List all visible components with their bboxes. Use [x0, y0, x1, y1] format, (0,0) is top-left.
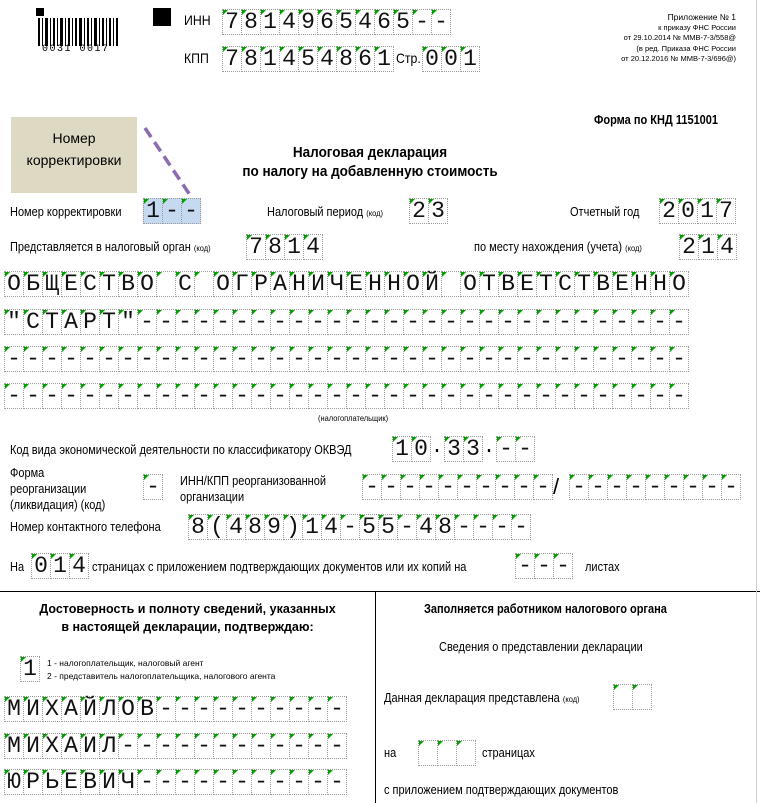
char-cell[interactable]: -: [346, 346, 366, 372]
char-cell[interactable]: -: [175, 346, 195, 372]
reorg-kpp-cells[interactable]: - - - - - - - - -: [569, 474, 740, 500]
presented-code-cells[interactable]: [613, 684, 651, 710]
char-cell[interactable]: Р: [251, 271, 271, 297]
on-label: на: [384, 746, 397, 760]
confirm-title: Достоверность и полноту сведений, указанных в настоящей декларации, подтверждаю:: [39, 602, 336, 634]
char-cell[interactable]: [194, 271, 214, 297]
char-cell[interactable]: М: [4, 696, 24, 722]
char-cell[interactable]: -: [232, 309, 252, 335]
char-cell[interactable]: -: [384, 346, 404, 372]
char-cell[interactable]: -: [289, 733, 309, 759]
char-cell[interactable]: -: [460, 346, 480, 372]
char-cell[interactable]: -: [403, 346, 423, 372]
char-cell[interactable]: -: [175, 696, 195, 722]
char-cell[interactable]: -: [4, 383, 24, 409]
section-divider: [375, 591, 376, 803]
appendix-note: Приложение № 1 к приказу ФНС России от 29.10.2014 № ММВ-7-3/558@ (в ред. Приказа ФНС России от 20.12.2016 № ММВ-7-3/696@): [621, 12, 736, 63]
char-cell[interactable]: -: [517, 383, 537, 409]
char-cell[interactable]: -: [536, 309, 556, 335]
char-cell[interactable]: -: [23, 346, 43, 372]
char-cell[interactable]: -: [194, 769, 214, 795]
organ-cells[interactable]: 7 8 1 4: [246, 234, 322, 260]
char-cell[interactable]: -: [194, 309, 214, 335]
char-cell[interactable]: -: [194, 696, 214, 722]
char-cell[interactable]: С: [23, 309, 43, 335]
char-cell[interactable]: Т: [479, 271, 499, 297]
char-cell[interactable]: Р: [23, 769, 43, 795]
page-cells[interactable]: 0 0 1: [422, 46, 479, 72]
char-cell[interactable]: Б: [23, 271, 43, 297]
char-cell[interactable]: О: [403, 271, 423, 297]
char-cell[interactable]: ": [4, 309, 24, 335]
char-cell[interactable]: Т: [99, 271, 119, 297]
official-pages-cells[interactable]: [418, 740, 475, 766]
char-cell[interactable]: -: [213, 346, 233, 372]
char-cell[interactable]: -: [270, 383, 290, 409]
char-cell[interactable]: Т: [42, 309, 62, 335]
copies-cells[interactable]: - - -: [515, 553, 572, 579]
char-cell[interactable]: -: [42, 346, 62, 372]
char-cell[interactable]: ): [283, 514, 303, 540]
correction-label: Номер корректировки: [10, 205, 122, 219]
char-cell[interactable]: -: [340, 514, 360, 540]
char-cell[interactable]: -: [511, 514, 531, 540]
char-cell[interactable]: И: [80, 733, 100, 759]
char-cell[interactable]: В: [137, 696, 157, 722]
char-cell[interactable]: -: [574, 309, 594, 335]
char-cell[interactable]: -: [213, 769, 233, 795]
char-cell[interactable]: 5: [359, 514, 379, 540]
docs-label: с приложением подтверждающих документов: [384, 783, 619, 797]
char-cell[interactable]: О: [137, 271, 157, 297]
char-cell[interactable]: -: [232, 346, 252, 372]
char-cell[interactable]: -: [289, 769, 309, 795]
char-cell[interactable]: -: [650, 383, 670, 409]
char-cell[interactable]: -: [403, 383, 423, 409]
char-cell[interactable]: Л: [99, 696, 119, 722]
char-cell[interactable]: -: [251, 696, 271, 722]
char-cell[interactable]: -: [137, 733, 157, 759]
char-cell[interactable]: Е: [61, 271, 81, 297]
char-cell[interactable]: -: [492, 514, 512, 540]
char-cell[interactable]: -: [270, 309, 290, 335]
char-cell[interactable]: -: [232, 383, 252, 409]
char-cell[interactable]: -: [175, 733, 195, 759]
char-cell[interactable]: Т: [574, 271, 594, 297]
reorg-cells[interactable]: -: [143, 474, 162, 500]
char-cell[interactable]: В: [593, 271, 613, 297]
surname-cells[interactable]: [4, 696, 346, 722]
char-cell[interactable]: -: [574, 346, 594, 372]
char-cell[interactable]: -: [536, 383, 556, 409]
signer-code-cell[interactable]: 1: [20, 656, 39, 682]
char-cell[interactable]: -: [454, 514, 474, 540]
char-cell[interactable]: -: [473, 514, 493, 540]
reorg-inn-cells[interactable]: - - - - - - - - - -: [362, 474, 552, 500]
char-cell[interactable]: -: [289, 346, 309, 372]
period-cells[interactable]: 2 3: [409, 198, 447, 224]
char-cell[interactable]: -: [213, 696, 233, 722]
taxpayer-row-3[interactable]: [4, 346, 688, 372]
page-right-border: [756, 0, 757, 803]
char-cell[interactable]: -: [308, 309, 328, 335]
correction-cells[interactable]: 1 - -: [143, 198, 200, 224]
char-cell[interactable]: -: [631, 309, 651, 335]
char-cell[interactable]: -: [441, 309, 461, 335]
char-cell[interactable]: -: [232, 769, 252, 795]
char-cell[interactable]: -: [422, 346, 442, 372]
char-cell[interactable]: -: [346, 383, 366, 409]
char-cell[interactable]: -: [441, 346, 461, 372]
char-cell[interactable]: 8: [245, 514, 265, 540]
phone-cells[interactable]: [188, 514, 530, 540]
char-cell[interactable]: В: [80, 769, 100, 795]
char-cell[interactable]: -: [479, 309, 499, 335]
char-cell[interactable]: -: [308, 346, 328, 372]
char-cell[interactable]: -: [4, 346, 24, 372]
char-cell[interactable]: -: [631, 346, 651, 372]
char-cell[interactable]: -: [517, 309, 537, 335]
year-cells[interactable]: 2 0 1 7: [659, 198, 735, 224]
corner-marker: [153, 8, 171, 26]
signer-options: 1 - налогоплательщик, налоговый агент 2 - представитель налогоплательщика, налогового агента: [47, 658, 276, 681]
char-cell[interactable]: -: [365, 383, 385, 409]
char-cell[interactable]: 8: [435, 514, 455, 540]
char-cell[interactable]: -: [99, 346, 119, 372]
char-cell[interactable]: И: [308, 271, 328, 297]
char-cell[interactable]: 4: [416, 514, 436, 540]
char-cell[interactable]: М: [4, 733, 24, 759]
char-cell[interactable]: Ю: [4, 769, 24, 795]
char-cell[interactable]: -: [327, 309, 347, 335]
char-cell[interactable]: -: [631, 383, 651, 409]
pages-prefix: На: [10, 560, 25, 574]
barcode-number: 0031 0017: [42, 44, 110, 55]
char-cell[interactable]: -: [251, 769, 271, 795]
char-cell[interactable]: -: [99, 383, 119, 409]
char-cell[interactable]: -: [61, 383, 81, 409]
phone-label: Номер контактного телефона: [10, 520, 161, 534]
char-cell[interactable]: -: [270, 346, 290, 372]
char-cell[interactable]: -: [270, 696, 290, 722]
char-cell[interactable]: -: [175, 769, 195, 795]
char-cell[interactable]: -: [289, 383, 309, 409]
kpp-cells[interactable]: 7 8 1 4 5 4 8 6 1: [222, 46, 393, 72]
char-cell[interactable]: -: [232, 733, 252, 759]
char-cell[interactable]: А: [61, 696, 81, 722]
okved-cells[interactable]: 1 0 . 3 3 . - -: [392, 436, 534, 462]
year-label: Отчетный год: [570, 205, 640, 219]
char-cell[interactable]: -: [251, 309, 271, 335]
char-cell[interactable]: -: [669, 309, 689, 335]
patronymic-cells[interactable]: [4, 769, 346, 795]
char-cell[interactable]: -: [194, 383, 214, 409]
char-cell[interactable]: -: [574, 383, 594, 409]
char-cell[interactable]: -: [23, 383, 43, 409]
char-cell[interactable]: -: [137, 383, 157, 409]
char-cell[interactable]: -: [498, 346, 518, 372]
char-cell[interactable]: -: [118, 383, 138, 409]
char-cell[interactable]: -: [213, 383, 233, 409]
char-cell[interactable]: 4: [226, 514, 246, 540]
char-cell[interactable]: -: [555, 383, 575, 409]
char-cell[interactable]: 9: [264, 514, 284, 540]
inn-cells[interactable]: 7 8 1 4 9 6 5 4 6 5 - -: [222, 9, 450, 35]
inn-label: ИНН: [184, 12, 211, 28]
char-cell[interactable]: -: [194, 733, 214, 759]
char-cell[interactable]: -: [612, 309, 632, 335]
char-cell[interactable]: С: [175, 271, 195, 297]
char-cell[interactable]: Е: [346, 271, 366, 297]
char-cell[interactable]: О: [4, 271, 24, 297]
barcode: [36, 8, 126, 54]
kpp-label: КПП: [184, 50, 209, 66]
char-cell[interactable]: -: [137, 346, 157, 372]
char-cell[interactable]: -: [612, 383, 632, 409]
char-cell[interactable]: -: [80, 346, 100, 372]
official-subtitle: Сведения о представлении декларации: [439, 640, 643, 654]
reorg-label: Форма реорганизации (ликвидация) (код): [10, 466, 106, 512]
official-pages-label: страницах: [482, 746, 535, 760]
okved-label: Код вида экономической деятельности по классификатору ОКВЭД: [10, 443, 352, 457]
char-cell[interactable]: (: [207, 514, 227, 540]
char-cell[interactable]: С: [80, 271, 100, 297]
char-cell[interactable]: -: [80, 383, 100, 409]
char-cell[interactable]: Й: [80, 696, 100, 722]
char-cell[interactable]: -: [593, 383, 613, 409]
char-cell[interactable]: -: [175, 383, 195, 409]
char-cell[interactable]: О: [118, 696, 138, 722]
char-cell[interactable]: -: [593, 309, 613, 335]
char-cell[interactable]: 8: [188, 514, 208, 540]
char-cell[interactable]: Г: [232, 271, 252, 297]
char-cell[interactable]: Н: [631, 271, 651, 297]
char-cell[interactable]: 4: [321, 514, 341, 540]
char-cell[interactable]: -: [422, 383, 442, 409]
char-cell[interactable]: А: [61, 733, 81, 759]
char-cell[interactable]: -: [308, 733, 328, 759]
char-cell[interactable]: -: [213, 309, 233, 335]
char-cell[interactable]: -: [137, 309, 157, 335]
char-cell[interactable]: -: [42, 383, 62, 409]
char-cell[interactable]: И: [23, 696, 43, 722]
char-cell[interactable]: -: [251, 383, 271, 409]
correction-callout: Номер корректировки: [11, 117, 137, 193]
char-cell[interactable]: -: [669, 383, 689, 409]
char-cell[interactable]: -: [232, 696, 252, 722]
char-cell[interactable]: 5: [378, 514, 398, 540]
char-cell[interactable]: ": [118, 309, 138, 335]
char-cell[interactable]: О: [460, 271, 480, 297]
char-cell[interactable]: -: [365, 346, 385, 372]
page-label: Стр.: [396, 50, 421, 66]
char-cell[interactable]: -: [365, 309, 385, 335]
taxpayer-row-1[interactable]: [4, 271, 688, 297]
char-cell[interactable]: И: [99, 769, 119, 795]
period-label: Налоговый период (код): [267, 205, 383, 219]
char-cell[interactable]: О: [669, 271, 689, 297]
char-cell[interactable]: Ь: [42, 769, 62, 795]
char-cell[interactable]: -: [517, 346, 537, 372]
char-cell[interactable]: -: [156, 309, 176, 335]
char-cell[interactable]: -: [308, 769, 328, 795]
char-cell[interactable]: В: [118, 271, 138, 297]
char-cell[interactable]: Р: [80, 309, 100, 335]
organ-label: Представляется в налоговый орган (код): [10, 240, 211, 254]
char-cell[interactable]: [156, 271, 176, 297]
char-cell[interactable]: -: [384, 309, 404, 335]
char-cell[interactable]: Н: [365, 271, 385, 297]
char-cell[interactable]: -: [498, 309, 518, 335]
char-cell[interactable]: -: [327, 733, 347, 759]
char-cell[interactable]: -: [384, 383, 404, 409]
char-cell[interactable]: -: [397, 514, 417, 540]
char-cell[interactable]: -: [156, 696, 176, 722]
char-cell[interactable]: -: [498, 383, 518, 409]
char-cell[interactable]: -: [156, 346, 176, 372]
document-title: Налоговая декларация по налогу на добавленную стоимость: [242, 144, 498, 180]
char-cell[interactable]: -: [555, 346, 575, 372]
char-cell[interactable]: [441, 271, 461, 297]
char-cell[interactable]: Е: [517, 271, 537, 297]
pages-text: страницах с приложением подтверждающих документов или их копий на: [92, 560, 467, 574]
char-cell[interactable]: Т: [536, 271, 556, 297]
char-cell[interactable]: -: [118, 346, 138, 372]
char-cell[interactable]: -: [441, 383, 461, 409]
callout-arrow: [140, 126, 200, 206]
char-cell[interactable]: С: [555, 271, 575, 297]
char-cell[interactable]: -: [422, 309, 442, 335]
char-cell[interactable]: Е: [61, 769, 81, 795]
char-cell[interactable]: -: [213, 733, 233, 759]
char-cell[interactable]: -: [251, 733, 271, 759]
char-cell[interactable]: -: [593, 346, 613, 372]
taxpayer-caption: (налогоплательщик): [318, 413, 389, 423]
taxpayer-row-2[interactable]: [4, 309, 688, 335]
char-cell[interactable]: Т: [99, 309, 119, 335]
char-cell[interactable]: В: [498, 271, 518, 297]
char-cell[interactable]: -: [175, 309, 195, 335]
place-cells[interactable]: 2 1 4: [679, 234, 736, 260]
char-cell[interactable]: Н: [289, 271, 309, 297]
char-cell[interactable]: А: [270, 271, 290, 297]
char-cell[interactable]: -: [460, 309, 480, 335]
char-cell[interactable]: Х: [42, 733, 62, 759]
char-cell[interactable]: -: [289, 309, 309, 335]
char-cell[interactable]: Е: [612, 271, 632, 297]
char-cell[interactable]: -: [612, 346, 632, 372]
char-cell[interactable]: -: [156, 733, 176, 759]
char-cell[interactable]: -: [137, 769, 157, 795]
char-cell[interactable]: -: [308, 696, 328, 722]
char-cell[interactable]: -: [308, 383, 328, 409]
char-cell[interactable]: -: [156, 769, 176, 795]
char-cell[interactable]: Ч: [327, 271, 347, 297]
char-cell[interactable]: Н: [384, 271, 404, 297]
char-cell[interactable]: -: [403, 309, 423, 335]
name-cells[interactable]: [4, 733, 346, 759]
form-code: Форма по КНД 1151001: [594, 113, 719, 127]
char-cell[interactable]: 1: [302, 514, 322, 540]
char-cell[interactable]: Н: [650, 271, 670, 297]
char-cell[interactable]: -: [118, 733, 138, 759]
char-cell[interactable]: -: [270, 733, 290, 759]
char-cell[interactable]: -: [194, 346, 214, 372]
char-cell[interactable]: -: [650, 309, 670, 335]
char-cell[interactable]: Й: [422, 271, 442, 297]
char-cell[interactable]: -: [479, 383, 499, 409]
slash-separator: /: [553, 474, 560, 499]
char-cell[interactable]: О: [213, 271, 233, 297]
char-cell[interactable]: Ч: [118, 769, 138, 795]
char-cell[interactable]: -: [327, 696, 347, 722]
char-cell[interactable]: -: [669, 346, 689, 372]
taxpayer-row-4[interactable]: [4, 383, 688, 409]
reorg-inn-label: ИНН/КПП реорганизованной организации: [180, 474, 326, 504]
char-cell[interactable]: -: [460, 383, 480, 409]
char-cell[interactable]: -: [536, 346, 556, 372]
char-cell[interactable]: -: [327, 383, 347, 409]
official-title: Заполняется работником налогового органа: [424, 602, 667, 616]
char-cell[interactable]: -: [156, 383, 176, 409]
char-cell[interactable]: -: [346, 309, 366, 335]
char-cell[interactable]: -: [327, 769, 347, 795]
char-cell[interactable]: -: [479, 346, 499, 372]
char-cell[interactable]: -: [650, 346, 670, 372]
char-cell[interactable]: -: [61, 346, 81, 372]
char-cell[interactable]: -: [327, 346, 347, 372]
place-label: по месту нахождения (учета) (код): [474, 240, 642, 254]
char-cell[interactable]: Х: [42, 696, 62, 722]
pages-cells[interactable]: 0 1 4: [31, 553, 88, 579]
char-cell[interactable]: -: [289, 696, 309, 722]
char-cell[interactable]: Л: [99, 733, 119, 759]
char-cell[interactable]: -: [270, 769, 290, 795]
char-cell[interactable]: И: [23, 733, 43, 759]
char-cell[interactable]: -: [251, 346, 271, 372]
char-cell[interactable]: А: [61, 309, 81, 335]
copies-suffix: листах: [585, 560, 620, 574]
section-top-line: [0, 591, 760, 592]
char-cell[interactable]: Щ: [42, 271, 62, 297]
presented-label: Данная декларация представлена (код): [384, 691, 580, 705]
char-cell[interactable]: -: [555, 309, 575, 335]
